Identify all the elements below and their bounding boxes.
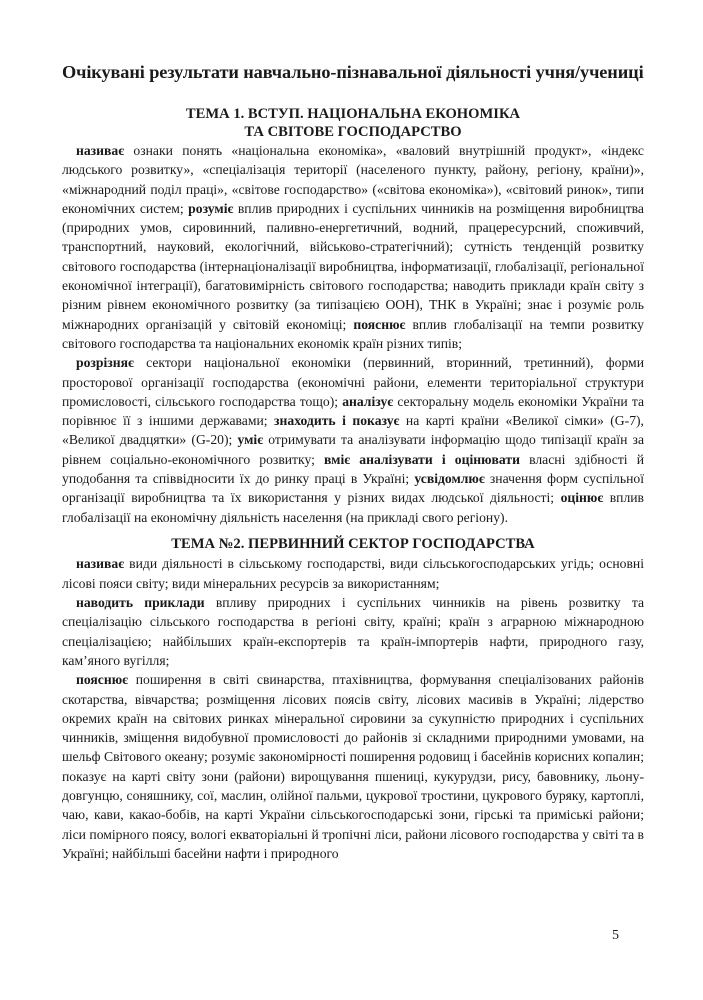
text-run: секторальну модель економіки України та порівнює її з іншими державами; <box>62 393 645 429</box>
keyword: розрізняє <box>76 355 134 371</box>
topic-1-paragraph <box>62 141 644 353</box>
keyword: вміє аналізувати і оцінювати <box>324 451 520 467</box>
text-run: значення форм суспільної організації виробництва та їх використання у різних видах людської діяльності; <box>62 471 644 506</box>
page-number: 5 <box>612 928 619 943</box>
text-run: власні здібності й уподобання та співвідносити їх до ринку праці в Україні; <box>62 451 645 487</box>
text-run: види діяльності в сільському господарстві, види сільськогосподарських угідь; основні лісові пояси світу; види мінеральних ресурсів за використанням; <box>62 556 644 591</box>
page-content <box>62 106 644 863</box>
keyword: усвідомлює <box>414 471 485 487</box>
topic-2-paragraph <box>62 593 644 670</box>
topic-1-title-line-1: ТЕМА 1. ВСТУП. НАЦІОНАЛЬНА ЕКОНОМІКА <box>185 106 521 122</box>
topic-2-title: ТЕМА №2. ПЕРВИННИЙ СЕКТОР ГОСПОДАРСТВА <box>171 535 535 552</box>
topic-1-title <box>62 106 644 141</box>
topic-1-title-line-2: ТА СВІТОВЕ ГОСПОДАРСТВО <box>244 123 462 140</box>
keyword: називає <box>76 143 125 158</box>
text-run: отримувати та аналізувати інформацію щодо типізації країн за рівнем соціально-економічного розвитку; <box>62 432 644 467</box>
keyword: знаходить і показує <box>274 413 400 429</box>
text-run: впливу природних і суспільних чинників на рівень розвитку та спеціалізацію сільського господарства в регіоні світу, країні; країн з аграрною міжнародною спеціалізацією; найбільших країн-експортерів та країн-імпортерів нафти, природного газу, кам’яного вугілля; <box>62 595 644 668</box>
keyword: оцінює <box>560 490 604 506</box>
text-run: ознаки понять «національна економіка», «валовий внутрішній продукт», «індекс людського розвитку», «спеціалізація території (населеного пункту, району, регіону, країни)», «міжнародний поділ праці», «світове господарство» («світова економіка»), «світовий ринок», типи економічних систем; <box>62 143 644 216</box>
page-title: Очікувані результати навчально-пізнавальної діяльності учня/учениці <box>62 62 644 82</box>
topic-1-paragraph <box>62 353 644 527</box>
keyword: наводить приклади <box>76 595 205 611</box>
keyword: називає <box>76 556 125 572</box>
topic-2-paragraph <box>62 554 644 593</box>
keyword: пояснює <box>353 316 406 332</box>
text-run: вплив глобалізації на економічну діяльність населення (на прикладі свого регіону). <box>62 490 644 525</box>
text-run: вплив глобалізації на темпи розвитку світового господарства та національних економік країн різних типів; <box>62 316 644 351</box>
text-run: сектори національної економіки (первинний, вторинний, третинний), форми просторової організації господарства (економічні райони, елементи територіальної структури промисловості, сільського господарства тощо); <box>62 355 644 409</box>
keyword: аналізує <box>342 393 394 409</box>
keyword: уміє <box>237 432 264 448</box>
keyword: розуміє <box>188 200 234 216</box>
keyword: пояснює <box>76 672 129 688</box>
topic-2-paragraph <box>62 670 644 863</box>
text-run: на карті країни «Великої сімки» (G-7), «Великої двадцятки» (G-20); <box>62 413 644 448</box>
text-run: вплив природних і суспільних чинників на розміщення виробництва (природних умов, сировинний, паливно-енергетичний, водний, працересурсний, споживчий, транспортний, науковий, екологічний, військово-стратегічний); сутність тенденцій розвитку світового господарства (інтернаціоналізації виробництва, інформатизації, глобалізації, регіональної економічної інтеграції), багатовимірність світового господарства; наводить приклади країн світу з різним рівнем економічного розвитку (за типізацією ООН), ТНК в Україні; знає і розуміє роль міжнародних організацій у світовій економіці; <box>62 200 644 332</box>
text-run: поширення в світі свинарства, птахівництва, формування спеціалізованих районів скотарства, вівчарства; розміщення лісових поясів світу, лісових масивів в Україні; лідерство окремих країн на світових ринках мінеральної сировини за сукупністю природних і суспільних чинників, зміщення видобувної промисловості до районів зі складними природними умовами, на шельф Світового океану; розуміє закономірності поширення родовищ і басейнів корисних копалин; показує на карті світу зони (райони) вирощування пшениці, кукурудзи, рису, бавовнику, льону-довгунцю, соняшнику, сої, маслин, олійної пальми, цукрової тростини, цукрового буряку, картоплі, чаю, кави, какао-бобів, на карті України сільськогосподарські зони, гірські та приміські райони; ліси помірного поясу, вологі екваторіальні й тропічні ліси, райони лісового господарства у світі та в Україні; найбільші басейни нафти і природного <box>62 672 644 861</box>
